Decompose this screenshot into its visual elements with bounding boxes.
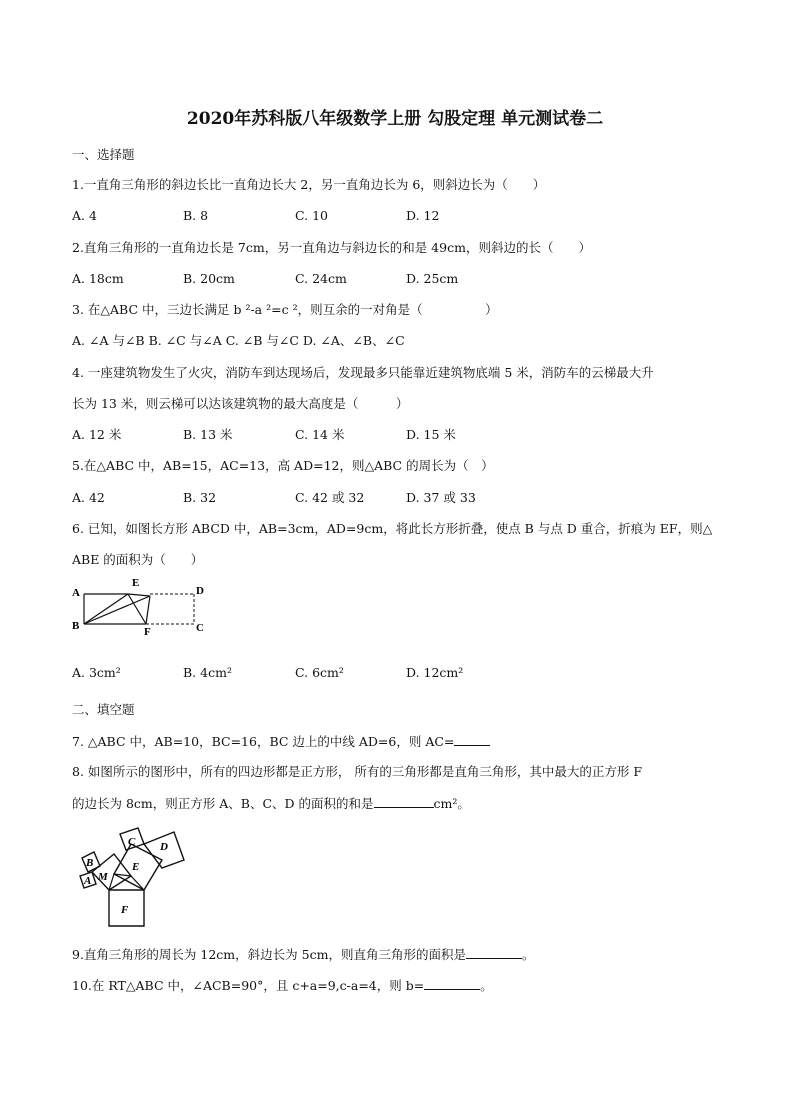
question-10-end: 。 [480, 978, 493, 993]
label-c: C [196, 622, 204, 634]
question-9 [72, 946, 534, 963]
page-title: 2020年苏科版八年级数学上册 勾股定理 单元测试卷二 [186, 109, 604, 129]
q6-option-b: B. 4cm² [183, 665, 232, 680]
question-7-stem: 7. △ABC 中，AB=10，BC=16，BC 边上的中线 AD=6，则 AC= [72, 734, 455, 749]
q2-option-a: A. 18cm [72, 271, 124, 286]
q1-option-d: D. 12 [406, 208, 440, 223]
question-5-stem: 5.在△ABC 中，AB=15，AC=13，高 AD=12，则△ABC 的周长为（ ） [72, 458, 494, 473]
q5-option-b: B. 32 [183, 490, 217, 505]
answer-blank-10[interactable] [424, 977, 480, 990]
question-6-stem-line2: ABE 的面积为（ ） [72, 552, 204, 567]
pythagorean-squares-figure [76, 820, 196, 930]
q1-option-c: C. 10 [295, 208, 328, 223]
q5-option-d: D. 37 或 33 [406, 490, 476, 505]
folded-edge-top [128, 594, 150, 596]
answer-blank-7[interactable] [454, 733, 490, 746]
question-8-line1: 8. 如图所示的图形中，所有的四边形都是正方形， 所有的三角形都是直角三角形，其中最大的正方形 F [72, 764, 643, 779]
q3-options: A. ∠A 与∠B B. ∠C 与∠A C. ∠B 与∠C D. ∠A、∠B、∠C [72, 333, 405, 348]
q4-option-c: C. 14 米 [295, 427, 345, 442]
q5-option-c: C. 42 或 32 [295, 490, 365, 505]
label-a: A [72, 587, 80, 599]
q2-option-c: C. 24cm [295, 271, 347, 286]
question-9-end: 。 [521, 947, 535, 962]
q4-option-a: A. 12 米 [72, 427, 122, 442]
q1-option-a: A. 4 [72, 208, 97, 223]
answer-blank-8[interactable] [374, 795, 434, 808]
segment-be [84, 594, 128, 624]
folded-edge-right [146, 596, 150, 624]
label-m: M [98, 871, 108, 883]
label-d: D [196, 585, 204, 597]
question-4-stem-line1: 4. 一座建筑物发生了火灾，消防车到达现场后，发现最多只能靠近建筑物底端 5 米，消防车的云梯最大升 [72, 365, 654, 380]
label-f: F [121, 904, 129, 916]
question-8-stem: 的边长为 8cm，则正方形 A、B、C、D 的面积的和是 [72, 796, 374, 811]
label-b: B [72, 620, 80, 632]
q4-option-b: B. 13 米 [183, 427, 233, 442]
question-1-stem: 1.一直角三角形的斜边长比一直角边长大 2，另一直角边长为 6，则斜边长为（ ） [72, 177, 546, 192]
question-9-stem: 9.直角三角形的周长为 12cm，斜边长为 5cm，则直角三角形的面积是 [72, 947, 466, 962]
label-d: D [160, 841, 168, 853]
q2-option-b: B. 20cm [183, 271, 235, 286]
q6-option-c: C. 6cm² [295, 665, 344, 680]
label-e: E [132, 577, 140, 589]
q6-option-d: D. 12cm² [406, 665, 464, 680]
section-choice-heading: 一、选择题 [72, 147, 135, 162]
question-2-stem: 2.直角三角形的一直角边长是 7cm，另一直角边与斜边长的和是 49cm，则斜边的长（ ） [72, 240, 591, 255]
q1-option-b: B. 8 [183, 208, 209, 223]
q2-option-d: D. 25cm [406, 271, 459, 286]
question-8-unit: cm²。 [433, 796, 470, 811]
label-b: B [86, 857, 94, 869]
label-f: F [144, 626, 151, 638]
folded-edge-diagonal [84, 596, 150, 624]
question-6-stem-line1: 6. 已知，如图长方形 ABCD 中，AB=3cm，AD=9cm，将此长方形折叠，使点 B 与点 D 重合，折痕为 EF，则△ [72, 521, 713, 536]
q5-option-a: A. 42 [72, 490, 105, 505]
answer-blank-9[interactable] [466, 946, 522, 959]
question-7 [72, 733, 490, 750]
question-3-stem: 3. 在△ABC 中，三边长满足 b ²-a ²=c ²，则互余的一对角是（ ） [72, 302, 498, 317]
label-c: C [128, 836, 136, 848]
question-8-line2 [72, 795, 470, 812]
q4-option-d: D. 15 米 [406, 427, 456, 442]
q6-option-a: A. 3cm² [72, 665, 121, 680]
question-10 [72, 977, 493, 994]
label-a: A [84, 875, 92, 887]
label-e: E [132, 861, 140, 873]
question-4-stem-line2: 长为 13 米，则云梯可以达该建筑物的最大高度是（ ） [72, 396, 409, 411]
rectangle-fold-figure [66, 578, 216, 638]
section-fill-heading: 二、填空题 [72, 702, 135, 717]
question-10-stem: 10.在 RT△ABC 中，∠ACB=90°，且 c+a=9,c-a=4，则 b= [72, 978, 425, 993]
